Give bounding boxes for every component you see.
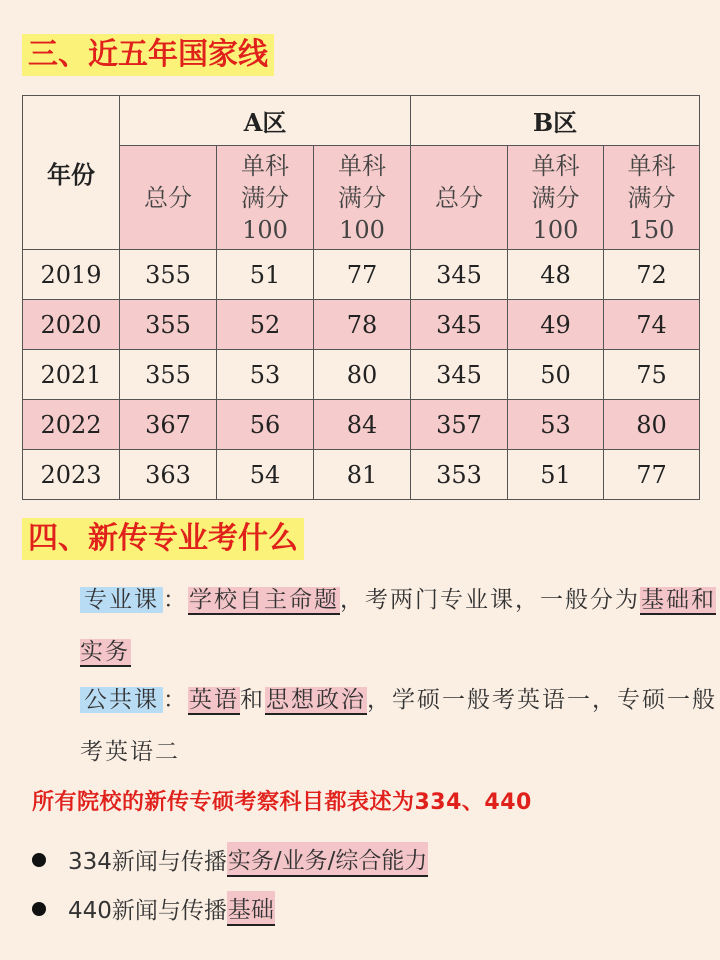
english-highlight: 英语 bbox=[189, 687, 239, 713]
b-s1-cell: 48 bbox=[508, 250, 604, 300]
b-total-cell: 345 bbox=[411, 350, 508, 400]
b-s2-cell: 74 bbox=[604, 300, 700, 350]
year-cell: 2019 bbox=[23, 250, 120, 300]
b-total-cell: 353 bbox=[411, 450, 508, 500]
national-lines-table bbox=[22, 95, 700, 500]
a-s1-cell: 51 bbox=[217, 250, 314, 300]
b-s2-cell: 75 bbox=[604, 350, 700, 400]
b-total-header: 总分 bbox=[411, 146, 508, 250]
table-row bbox=[23, 250, 700, 300]
table-row bbox=[23, 300, 700, 350]
b-s2-cell: 72 bbox=[604, 250, 700, 300]
major-course-highlight: 学校自主命题 bbox=[189, 587, 339, 613]
zone-b-header: B区 bbox=[411, 96, 700, 146]
year-cell: 2021 bbox=[23, 350, 120, 400]
major-course-highlight-2: 基础和实务 bbox=[80, 587, 716, 665]
a-total-header: 总分 bbox=[120, 146, 217, 250]
section-title-national-lines: 三、近五年国家线 bbox=[22, 34, 274, 76]
zone-a-header: A区 bbox=[120, 96, 411, 146]
a-total-cell: 355 bbox=[120, 300, 217, 350]
b-single1-header: 单科 满分 100 bbox=[508, 146, 604, 250]
b-s1-cell: 49 bbox=[508, 300, 604, 350]
politics-highlight: 思想政治 bbox=[266, 687, 366, 713]
a-s1-cell: 53 bbox=[217, 350, 314, 400]
major-course-label: 专业课 bbox=[80, 587, 163, 613]
bullet-highlight: 基础 bbox=[227, 891, 275, 926]
a-s2-cell: 77 bbox=[314, 250, 411, 300]
year-cell: 2023 bbox=[23, 450, 120, 500]
a-s2-cell: 80 bbox=[314, 350, 411, 400]
a-s1-cell: 54 bbox=[217, 450, 314, 500]
year-cell: 2020 bbox=[23, 300, 120, 350]
section-title-exam-subjects: 四、新传专业考什么 bbox=[22, 518, 304, 560]
a-total-cell: 367 bbox=[120, 400, 217, 450]
b-total-cell: 345 bbox=[411, 250, 508, 300]
a-s2-cell: 78 bbox=[314, 300, 411, 350]
b-s1-cell: 50 bbox=[508, 350, 604, 400]
b-s1-cell: 51 bbox=[508, 450, 604, 500]
b-total-cell: 357 bbox=[411, 400, 508, 450]
table-row bbox=[23, 450, 700, 500]
public-course-label: 公共课 bbox=[80, 687, 163, 713]
b-s2-cell: 80 bbox=[604, 400, 700, 450]
a-single2-header: 单科 满分 100 bbox=[314, 146, 411, 250]
table-row bbox=[23, 400, 700, 450]
a-s2-cell: 81 bbox=[314, 450, 411, 500]
table-row bbox=[23, 350, 700, 400]
a-total-cell: 363 bbox=[120, 450, 217, 500]
year-header: 年份 bbox=[23, 96, 120, 250]
a-single1-header: 单科 满分 100 bbox=[217, 146, 314, 250]
a-total-cell: 355 bbox=[120, 250, 217, 300]
b-s1-cell: 53 bbox=[508, 400, 604, 450]
a-total-cell: 355 bbox=[120, 350, 217, 400]
b-s2-cell: 77 bbox=[604, 450, 700, 500]
public-course-paragraph: 公共课 ：英语和思想政治，学硕一般考英语一，专硕一般考英语二 bbox=[80, 687, 717, 765]
list-item: 440新闻与传播 基础 bbox=[32, 891, 275, 926]
bullet-highlight: 实务/业务/综合能力 bbox=[227, 842, 429, 877]
b-total-cell: 345 bbox=[411, 300, 508, 350]
year-cell: 2022 bbox=[23, 400, 120, 450]
major-course-paragraph: 专业课 ：学校自主命题，考两门专业课，一般分为基础和实务 bbox=[80, 587, 716, 665]
a-s1-cell: 52 bbox=[217, 300, 314, 350]
a-s1-cell: 56 bbox=[217, 400, 314, 450]
list-item: 334新闻与传播 实务/业务/综合能力 bbox=[32, 842, 428, 877]
b-single2-header: 单科 满分 150 bbox=[604, 146, 700, 250]
bullet-icon bbox=[32, 853, 46, 867]
subject-code-note: 所有院校的新传专硕考察科目都表述为334、440 bbox=[32, 790, 532, 815]
bullet-icon bbox=[32, 902, 46, 916]
a-s2-cell: 84 bbox=[314, 400, 411, 450]
